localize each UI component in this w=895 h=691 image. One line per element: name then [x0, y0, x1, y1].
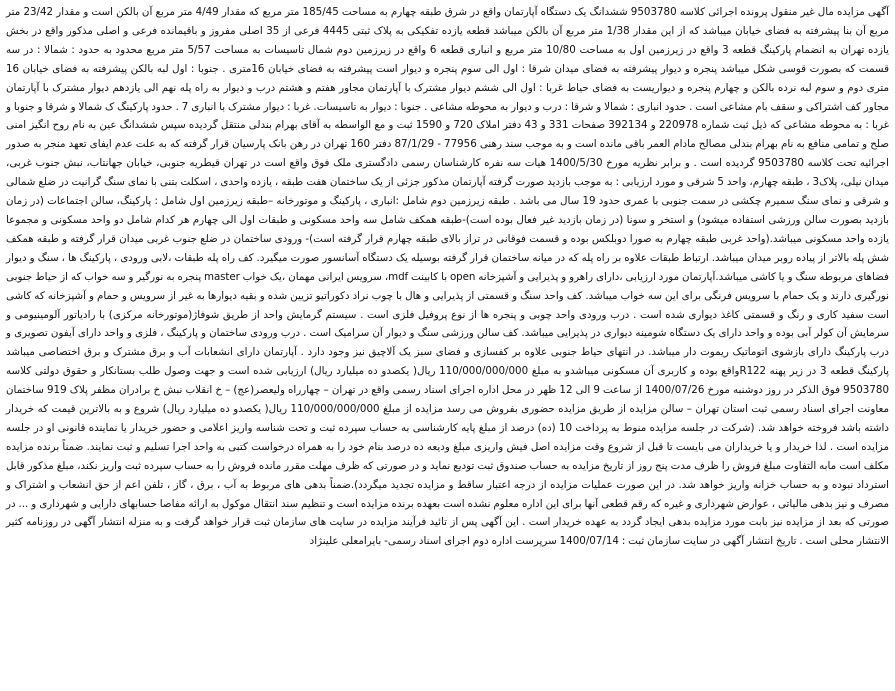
auction-notice-text: آگهی مزایده مال غیر منقول پرونده اجرائی کلاسه 9503780 ششدانگ یک دستگاه آپارتمان واقع در شرق طبقه چهارم به مساحت 185/45 متر مربع که مقدار 4/49 متر مربع آن بالکن است و مقدار 23/42 متر مربع آن بنا پیشرفته به فضای خیابان میباشد که از این مقدار 1/38 متر مربع آن بالکن میباشد قطعه یازده تفکیکی به پلاک ثبتی 4445 فرعی از 35 اصلی مفروز و باقیمانده فرعی و اصلی مذکور واقع در بخش یازده تهران به انضمام پارکینگ قطعه 3 واقع در زیرزمین اول به مساحت 10/80 متر مربع و انباری قطعه 6 واقع در زیرزمین دوم شمال تاسیسات به مساحت 5/57 متر مربع محدود به حدود : شمالا : در سه قسمت که بصورت قوسی شکل میباشد پنجره و دیوار پیشرفته به فضای میدان شرقا : اول الی سوم پنجره و دیوار است پیشرفته به فضای خیابان 16متری . جنوبا : اول لبه بالکن پیشرفته به فضای خیابان 16 متری دوم و سوم لبه نرده بالکن و چهارم پنجره و دیواریست به فضای حیاط غربا : اول الی ششم دیوار مشترک با آپارتمان مجاور هفتم و هشتم درب و دیوار به راه پله نهم الی یازدهم دیوار مشترک با آپارتمان مجاور کف اشتراکی و سقف بام مشاعی است . حدود انباری : شمالا و شرقا : درب و دیوار به محوطه مشاعی . جنوبا : دیوار به تاسیسات. غربا : دیوار مشترک با انباری 7 . حدود پارکینگ ک شمالا و شرقا و جنوبا و غربا : به محوطه مشاعی که ذیل ثبت شماره 220978 و 392134 صفحات 331 و 43 دفتر املاک 720 و 1590 ثبت و مع الواسطه به آقای بهرام بندلی منتقل گردیده سپس ششدانگ عین به نام روح انگیز امنی صلح و تمامی منافع به نام بهرام بندلی مصالح مادام العمر باقی مانده است و به موجب سند رهنی 77956 - 87/1/29 دفتر 160 تهران در رهن بانک پارسیان قرار گرفته که به علت عدم ایفای تعهد منجر به صدور اجرائیه تحت کلاسه 9503780 گردیده است . و برابر نظریه مورخ 1400/5/30 هیات سه نفره کارشناسان رسمی دادگستری ملک فوق واقع است در تهران قیطریه جنوبی، خیابان جهانتاب، نبش جنوب غربی، میدان نیلی، پلاک3 ، طبقه چهارم، واحد 5 شرقی و مورد ارزیابی : به موجب بازدید صورت گرفته آپارتمان مذکور جزئی از یک ساختمان هفت طبقه ، یازده واحدی ، اسکلت بتنی با نمای سنگ گرانیت در ضلع شمالی و شرقی و نمای سنگ سمیرم چکشی در سمت جنوبی با عمری حدود 19 سال می باشد . طبقه زیرزمین دوم شامل :انباری ، پارکینگ و موتورخانه –طبقه زیرزمین اول شامل : پارکینگ، سالن اجتماعات (در زمان بازدید بصورت سالن ورزشی استفاده میشود) و استخر و سونا (در زمان بازدید غیر فعال بوده است)-طبقه همکف شامل سه واحد مسکونی و طبقات اول الی چهارم هر کدام شامل دو واحد مسکونی و مجموعا یازده واحد مسکونی میباشد.(واحد غربی طبقه چهارم به صورا دوبلکس بوده و قسمت فوقانی در تراز بالای طبقه چهارم قرار گرفته است)- ورودی ساختمان در ضلع جنوب غربی میدان قرار گرفته و طبقه همکف شش پله بالاتر از پیاده روبر میدان میباشد. ارتباط طبقات علاوه بر راه پله که در میانه ساختمان قرار گرفته بوسیله یک دستگاه آسانسور صورت میگیرد. کف راه پله طبقات ،لابی ورودی ، پارکینگ ها ، سنگ و دیوار فضاهای مربوطه سنگ و یا کاشی میباشد.آپارتمان مورد ارزیابی ،دارای راهرو و پذیرایی و آشپزخانه open با کابینت mdf، سرویس ایرانی مهمان ،یک خواب master پنجره به نورگیر و سه خواب که از حیاط جنوبی نورگیری دارند و یک حمام با سرویس فرنگی برای این سه خواب میباشد. کف واحد سنگ و قسمتی از پذیرایی و هال با چوب نراد دکوراتیو تزیین شده و بقیه دیوارها به غیر از سرویس و حمام و آشپزخانه که کاشی است سفید کاری و رنگ و قسمتی کاغذ دیواری شده است . درب ورودی واحد چوبی و پنجره ها از نوع پروفیل فلزی است . سیستم گرمایش واحد از طریق شوفاژ(موتورخانه مرکزی) با رادیاتور آلومینیومی و سرمایش آن کولر آبی بوده و واحد دارای یک دستگاه شومینه دیواری در پذیرایی میباشد. کف سالن ورزشی سنگ و دیوار آن سرامیک است . درب ورودی ساختمان و پارکینگ ، فلزی و واحد دارای آیفون تصویری و درب پارکینگ دارای بازشوی اتوماتیک ریموت دار میباشد. در انتهای حیاط جنوبی علاوه بر کفسازی و فضای سبز یک آلاچیق نیز وجود دارد . آپارتمان دارای انشعابات آب و برق مشترک و برق اختصاصی میباشد پارکینگ قطعه 3 در زیر پهنه R122واقع بوده و کاربری آن مسکونی میباشدو به مبلغ 110/000/000/000 ریال( یکصدو ده میلیارد ریال) ارزیابی شده است و جهت وصول طلب بستانکار و حقوق دولتی کلاسه 9503780 فوق الذکر در روز دوشنبه مورخ 1400/07/26 از ساعت 9 الی 12 ظهر در محل اداره اجرای اسناد رسمی واقع در تهران – چهارراه ولیعصر(عج) – خ انقلاب نبش خ برادران مظفر پلاک 919 ساختمان معاونت اجرای اسناد رسمی ثبت استان تهران – سالن مزایده از طریق مزایده حضوری بفروش می رسد مزایده از مبلغ 110/000/000/000 ریال( یکصدو ده میلیارد ریال) شروع و به بالاترین قیمت که خریدار داشته باشد فروخته خواهد شد. (شرکت در جلسه مزایده منوط به پرداخت 10 (ده) درصد از مبلغ پایه کارشناسی به حساب سپرده ثبت و تحت شناسه واریز اعلامی و حضور خریدار یا نماینده قانونی او در جلسه مزایده است . لذا خریدار و یا خریداران می بایست تا قبل از شروع وقت مزایده اصل فیش واریزی مبلغ ودیعه ده درصد بنام خود را به همراه درخواست کتبی به واحد اجرا تسلیم و ثبت نمایند. ضمناً برنده مزایده مکلف است مابه التفاوت مبلغ فروش را ظرف مدت پنج روز از تاریخ مزایده به حساب صندوق ثبت تودیع نماید و در صورتی که ظرف مهلت مقرر مانده فروش را به حساب سپرده ثبت واریز نکند، مبلغ مذکور قابل استرداد نبوده و به حساب خزانه واریز خواهد شد. در این صورت عملیات مزایده از درجه اعتبار ساقط و مزایده تجدید میگردد).ضمناً بدهی های مربوط به آب ، برق ، گاز ، تلفن اعم از حق انشعاب و اشتراک و مصرف و نیز بدهی مالیاتی ، عوارض شهرداری و غیره که رقم قطعی آنها برای این اداره معلوم نشده است بعهده برنده مزایده است و تنظیم سند انتقال موکول به ارائه مفاصا حسابهای دارایی و شهرداری و ... در صورتی که بعد از مزایده نیز بابت مورد مزایده بدهی ایجاد گردد به عهده خریدار است . این آگهی پس از تائید فرآیند مزایده در سایت های سازمان ثبت قرار خواهد گرفت و به منزله انتشار آگهی در روزنامه کثیر الانتشار محلی است . تاریخ انتشار آگهی در سایت سازمان ثبت : 1400/07/14 سرپرست اداره دوم اجرای اسناد رسمی- بایرامعلی علینژاد [6, 6, 890, 548]
